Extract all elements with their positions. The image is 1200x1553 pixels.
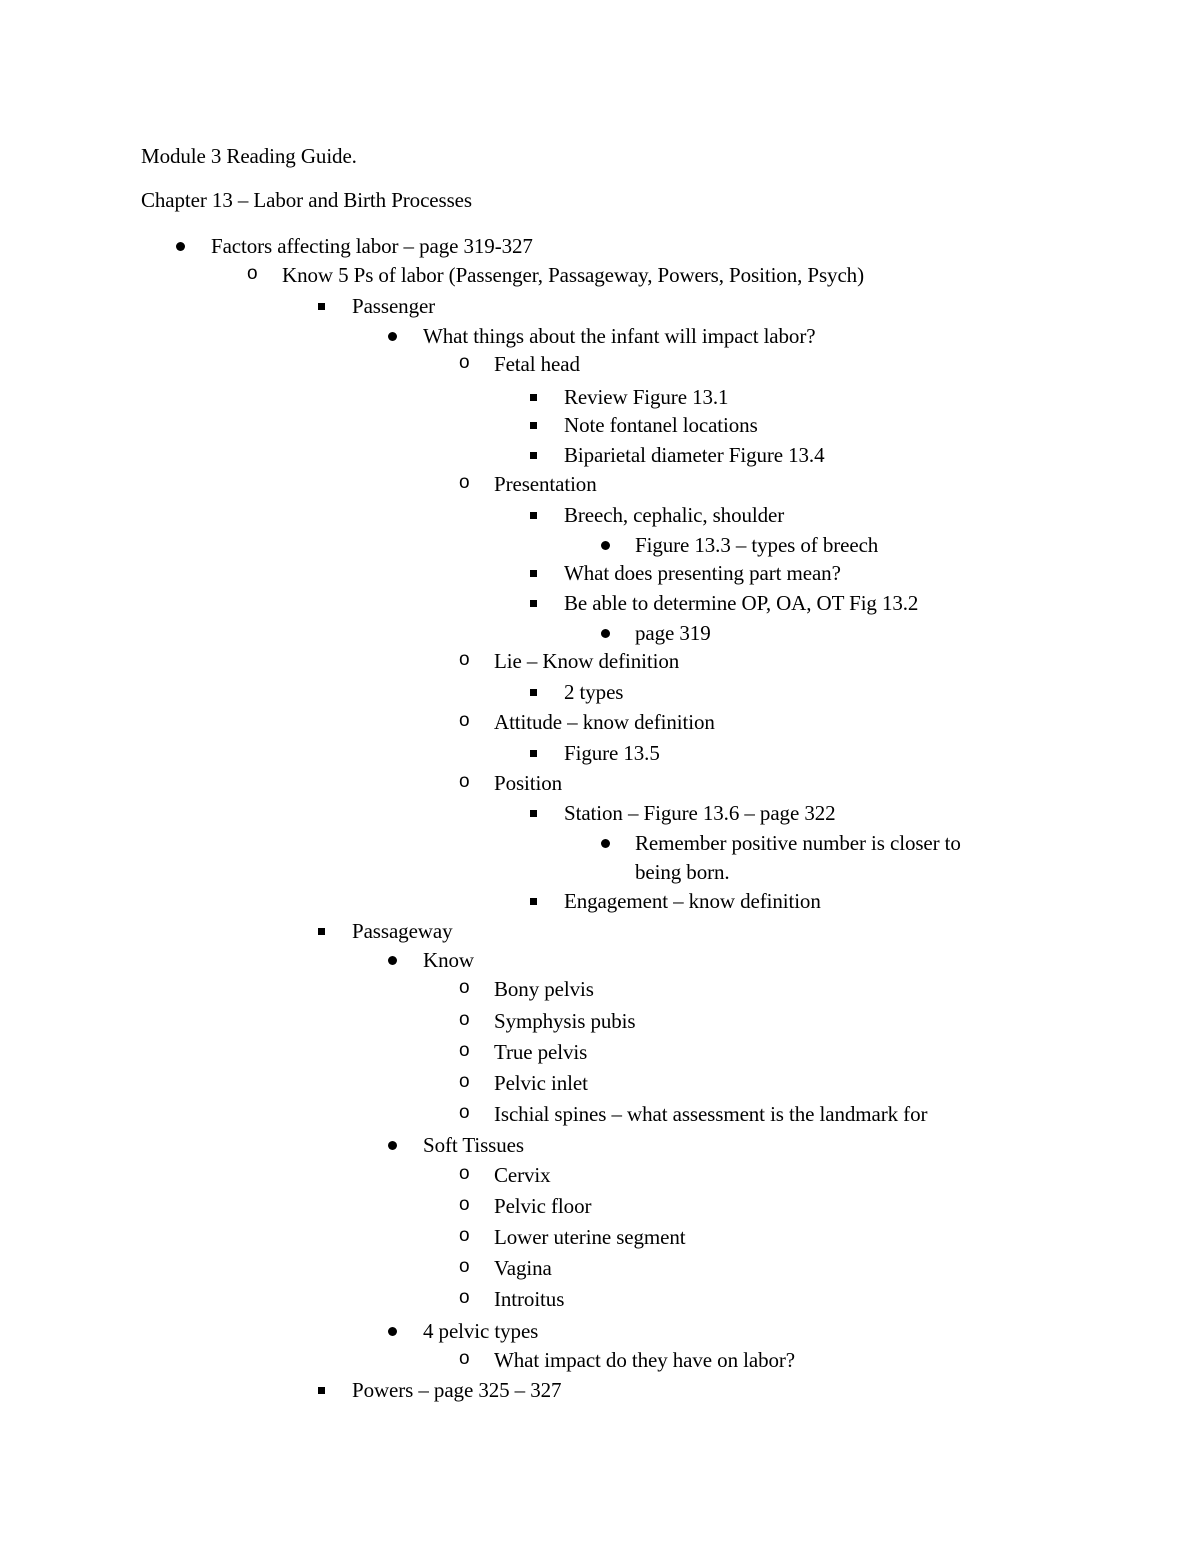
list-item: Bony pelvis [494, 977, 594, 1001]
list-item: Biparietal diameter Figure 13.4 [564, 443, 825, 467]
list-item: Lower uterine segment [494, 1225, 686, 1249]
list-item: Pelvic inlet [494, 1071, 588, 1095]
document-title: Module 3 Reading Guide. [141, 144, 357, 168]
list-item: 2 types [564, 680, 624, 704]
list-item: Note fontanel locations [564, 413, 758, 437]
list-item-continuation: being born. [635, 860, 730, 884]
list-item: Passageway [352, 919, 453, 943]
list-item: 4 pelvic types [423, 1319, 539, 1343]
list-item: Ischial spines – what assessment is the landmark for [494, 1102, 928, 1126]
list-item: Fetal head [494, 352, 580, 376]
list-item: Position [494, 771, 563, 795]
list-item: What things about the infant will impact labor? [423, 324, 816, 348]
list-item: Attitude – know definition [494, 710, 715, 734]
list-item: Cervix [494, 1163, 551, 1187]
list-item: Know [423, 948, 474, 972]
list-item: Factors affecting labor – page 319-327 [211, 234, 533, 258]
list-item: Figure 13.5 [564, 741, 660, 765]
list-item: Symphysis pubis [494, 1009, 636, 1033]
list-item: What impact do they have on labor? [494, 1348, 795, 1372]
document-page: Module 3 Reading Guide. Chapter 13 – Labor and Birth Processes Factors affecting labor – page 319-327 o Know 5 Ps of labor (Passenger, Passageway, Powers, Position, Psych) Passenger What things about the infant will impact labor? o Fetal head Review Figure 13.1 Note fontanel locations Biparietal diameter Figure 13.4 o Presentation Breech, cephalic, shoulder Figure 13.3 – types of breech What does presenting part mean? Be able to determine OP, OA, OT Fig 13.2 page 319 o Lie – Know definition 2 types o Attitude – know definition Figure 13.5 o Position Station – Figure 13.6 – page 322 Remember positive number is closer to being born. Engagement – know definition Passageway Know o Bony pelvis o Symphysis pubis o True pelvis o Pelvic inlet o Ischial spines – what assessment is the landmark for Soft Tissues o Cervix o Pelvic floor o Lower uterine segment o Vagina o Introitus 4 pelvic types o What impact do they have on labor? Powers – page 325 – 327 [141, 144, 961, 1402]
list-item: Station – Figure 13.6 – page 322 [564, 801, 836, 825]
list-item: True pelvis [494, 1040, 588, 1064]
list-item: Soft Tissues [423, 1133, 524, 1157]
list-item: What does presenting part mean? [564, 561, 841, 585]
chapter-heading: Chapter 13 – Labor and Birth Processes [141, 188, 472, 212]
list-item: Passenger [352, 294, 436, 318]
list-item: page 319 [635, 621, 711, 645]
list-item: Review Figure 13.1 [564, 385, 729, 409]
list-item: Engagement – know definition [564, 889, 821, 913]
list-item: Be able to determine OP, OA, OT Fig 13.2 [564, 591, 919, 615]
list-item: Lie – Know definition [494, 649, 680, 673]
list-item: Powers – page 325 – 327 [352, 1378, 562, 1402]
list-item: Figure 13.3 – types of breech [635, 533, 879, 557]
list-item: Presentation [494, 472, 597, 496]
list-item: Vagina [494, 1256, 552, 1280]
list-item: Pelvic floor [494, 1194, 592, 1218]
list-item: Remember positive number is closer to [635, 831, 961, 855]
list-item: Know 5 Ps of labor (Passenger, Passageway, Powers, Position, Psych) [282, 263, 864, 287]
list-item: Breech, cephalic, shoulder [564, 503, 785, 527]
list-item: Introitus [494, 1287, 565, 1311]
